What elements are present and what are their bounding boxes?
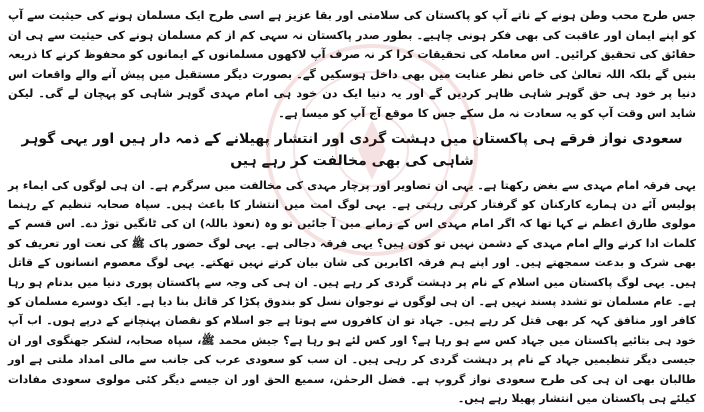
body-paragraph: یہی فرقہ امام مہدی سے بغض رکھتا ہے۔ یہی ان تصاویر اور پرچار مہدی کی مخالفت میں سرگرم ہے۔ ان ہی لوگوں کی ایماء پر پولیس آئے دن ہمارے کارکنان کو گرفتار کرتی رہتی ہے۔ یہی لوگ امت میں انتشار کا باعث ہیں۔ سپاہ صحابہ تنظیم کے رہنما مولوی طارق اعظم نے کہا تھا کہ اگر امام مہدی اس کے زمانے میں آ جائیں تو وہ (نعوذ باللہ) ان کی ٹانگیں توڑ دے۔ اس قسم کے کلمات ادا کرنے والے امام مہدی کے دشمن نہیں تو کون ہیں؟ یہی فرقہ دجالی ہے۔ یہی لوگ حضور پاک ﷺ کی نعت اور تعریف کو بھی شرک و بدعت سمجھتے ہیں۔ اور اپنے ہم فرقہ اکابرین کی شان بیان کرتے نہیں تھکتے۔ یہی لوگ معصوم انسانوں کے قاتل ہیں۔ یہی لوگ پاکستان میں اسلام کے نام پر دہشت گردی کر رہے ہیں۔ ان ہی کی وجہ سے پاکستان پوری دنیا میں بدنام ہو رہا ہے۔ عام مسلمان تو تشدد پسند نہیں ہے۔ ان ہی لوگوں نے نوجوان نسل کو بندوق پکڑا کر قاتل بنا دیا ہے۔ ایک دوسرے مسلمان کو کافر اور منافق کہہ کر بھی قتل کر رہے ہیں۔ جہاد تو ان کافروں سے ہوتا ہے جو اسلام کو نقصان پہنچانے کے درپے ہوں۔ اب آپ خود ہی بتائیے پاکستان میں جہاد کس سے ہو رہا ہے؟ اور کس لئے ہو رہا ہے؟ جیش محمد ﷺ، سپاہ صحابہ، لشکر جھنگوی اور ان جیسی دیگر تنظیمیں جہاد کے نام پر دہشت گردی کر رہی ہیں۔ ان سب کو سعودی عرب کی جانب سے مالی امداد ملتی ہے اور طالبان بھی ان ہی کی طرح سعودی نواز گروپ ہے۔ فضل الرحمٰن، سمیع الحق اور ان جیسے دیگر کئی مولوی سعودی مفادات کیلئے ہی پاکستان میں انتشار پھیلا رہے ہیں۔ xyxy=(8,178,696,406)
intro-paragraph: جس طرح محب وطن ہونے کے ناتے آپ کو پاکستان کی سلامتی اور بقا عزیز ہے اسی طرح ایک مسلمان ہونے کی حیثیت سے آپ کو اپنے ایمان اور عاقبت کی بھی فکر ہونی چاہیے۔ بطور صدر پاکستان نہ سہی کم از کم مسلمان ہونے کی حیثیت سے ہی ان حقائق کی تحقیق کرائیں۔ اس معاملہ کی تحقیقات کرا کر نہ صرف آپ لاکھوں مسلمانوں کے ایمانوں کو محفوظ کرنے کا ذریعہ بنیں گے بلکہ اللہ تعالیٰ کی خاص نظر عنایت میں بھی داخل ہوسکیں گے۔ بصورت دیگر مستقبل میں پیش آنے والے واقعات اس دنیا پر خود ہی حق گوہر شاہی ظاہر کردیں گے اور یہ دنیا ایک دن خود ہی امام مہدی گوہر شاہی کو پہچان لے گی۔ لیکن شاید اس وقت آپ کو یہ سعادت نہ مل سکے جس کا موقع آج آپ کو میسا ہے۔ xyxy=(8,9,696,120)
article-headline: سعودی نواز فرقے ہی پاکستان میں دہشت گردی اور انتشار پھیلانے کے ذمہ دار ہیں اور یہی گوہر شاہی کی بھی مخالفت کر رہے ہیں xyxy=(21,130,683,169)
